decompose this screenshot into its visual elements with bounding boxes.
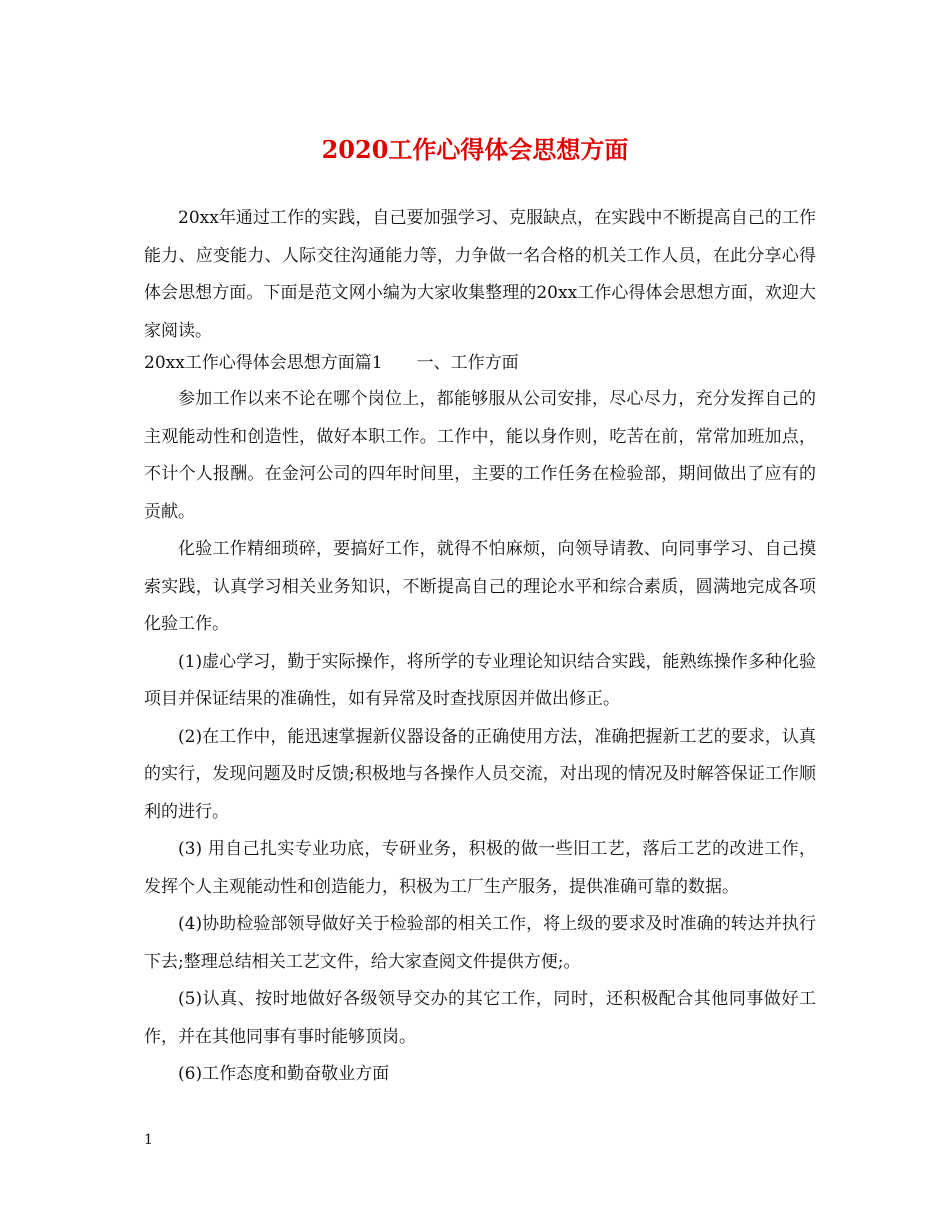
page-number: 1 xyxy=(144,1132,153,1148)
body-paragraph: (2)在工作中，能迅速掌握新仪器设备的正确使用方法，准确把握新工艺的要求，认真的实行，发现问题及时反馈;积极地与各操作人员交流，对出现的情况及时解答保证工作顺利的进行。 xyxy=(144,726,816,822)
document-title: 2020工作心得体会思想方面 xyxy=(321,135,629,164)
body-paragraph: (1)虚心学习，勤于实际操作，将所学的专业理论知识结合实践，能熟练操作多种化验项目并保证结果的准确性，如有异常及时查找原因并做出修正。 xyxy=(144,651,816,709)
body-paragraph: (5)认真、按时地做好各级领导交办的其它工作，同时，还积极配合其他同事做好工作，并在其他同事有事时能够顶岗。 xyxy=(144,989,816,1047)
section-heading: 20xx工作心得体会思想方面篇1 一、工作方面 xyxy=(144,353,519,373)
body-paragraph: (3) 用自己扎实专业功底，专研业务，积极的做一些旧工艺，落后工艺的改进工作，发挥个人主观能动性和创造能力，积极为工厂生产服务，提供准确可靠的数据。 xyxy=(144,839,816,897)
intro-paragraph: 20xx年通过工作的实践，自己要加强学习、克服缺点，在实践中不断提高自己的工作能力、应变能力、人际交往沟通能力等，力争做一名合格的机关工作人员，在此分享心得体会思想方面。下面是范文网小编为大家收集整理的20xx工作心得体会思想方面，欢迎大家阅读。 xyxy=(144,208,816,341)
body-paragraph: 化验工作精细琐碎，要搞好工作，就得不怕麻烦，向领导请教、向同事学习、自己摸索实践，认真学习相关业务知识，不断提高自己的理论水平和综合素质，圆满地完成各项化验工作。 xyxy=(144,539,816,634)
body-paragraph: 参加工作以来不论在哪个岗位上，都能够服从公司安排，尽心尽力，充分发挥自己的主观能动性和创造性，做好本职工作。工作中，能以身作则，吃苦在前，常常加班加点，不计个人报酬。在金河公司的四年时间里，主要的工作任务在检验部，期间做出了应有的贡献。 xyxy=(144,389,816,522)
body-paragraph: (6)工作态度和勤奋敬业方面 xyxy=(178,1064,390,1084)
document-body xyxy=(144,200,816,1094)
body-paragraph: (4)协助检验部领导做好关于检验部的相关工作，将上级的要求及时准确的转达并执行下去;整理总结相关工艺文件，给大家查阅文件提供方便;。 xyxy=(144,914,816,972)
